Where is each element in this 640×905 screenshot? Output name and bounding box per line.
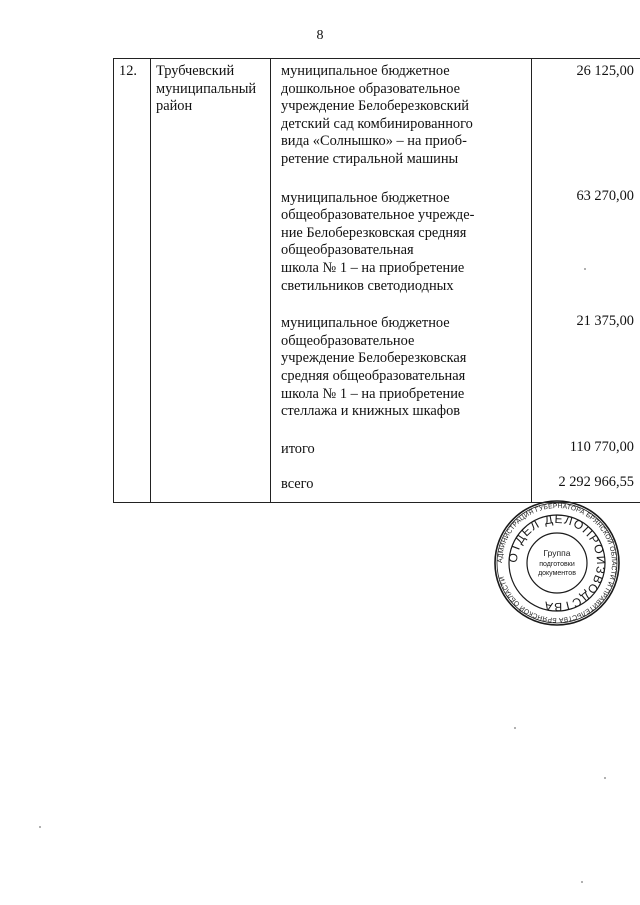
description-cell: [271, 59, 532, 503]
stamp-center-line: Группа: [543, 548, 571, 558]
office-stamp: [492, 498, 622, 628]
stamp-center-line: документов: [538, 570, 576, 577]
scan-speck: [39, 826, 41, 828]
row-number: 12.: [119, 63, 137, 79]
stamp-graphic: [492, 498, 622, 628]
amount-cell: [532, 59, 640, 503]
entry-text: муниципальное бюджетное общеобразовательное учреждение Белоберезковская средняя общеобразовательная школа № 1 – на приобретение стеллажа и книжных шкафов: [281, 315, 467, 420]
entry-text: муниципальное бюджетное общеобразовательное учрежде- ние Белоберезковская средняя общеобразовательная школа № 1 – на приобретение светильников светодиодных: [281, 189, 475, 294]
total-amount: 2 292 966,55: [558, 474, 634, 491]
scan-speck: [604, 777, 606, 779]
scan-speck: [581, 881, 583, 883]
entry-amount: 21 375,00: [576, 313, 634, 330]
row-number-cell: [114, 59, 151, 503]
table-row: [114, 59, 640, 503]
stamp-outer-text: АДМИНИСТРАЦИЯ ГУБЕРНАТОРА БРЯНСКОЙ ОБЛАСТИ И ПРАВИТЕЛЬСТВА БРЯНСКОЙ ОБЛАСТИ: [496, 502, 618, 624]
entry-amount: 63 270,00: [576, 187, 634, 204]
entry-text: муниципальное бюджетное дошкольное образовательное учреждение Белоберезковский детский сад комбинированного вида «Солнышко» – на приоб- ретение стиральной машины: [281, 63, 473, 167]
district-name: Трубчевский муниципальный район: [156, 63, 257, 115]
subtotal-amount: 110 770,00: [569, 438, 634, 455]
district-cell: [151, 59, 271, 503]
page-number: 8: [316, 28, 324, 43]
stamp-ring-text: ОТДЕЛ ДЕЛОПРОИЗВОДСТВА: [505, 511, 609, 615]
entry-amount: 26 125,00: [576, 63, 634, 79]
allocation-table: [113, 58, 640, 503]
scan-speck: [514, 727, 516, 729]
scan-speck: [584, 268, 586, 270]
subtotal-label: итого: [281, 440, 315, 457]
stamp-center-line: подготовки: [539, 561, 575, 568]
total-label: всего: [281, 476, 314, 493]
